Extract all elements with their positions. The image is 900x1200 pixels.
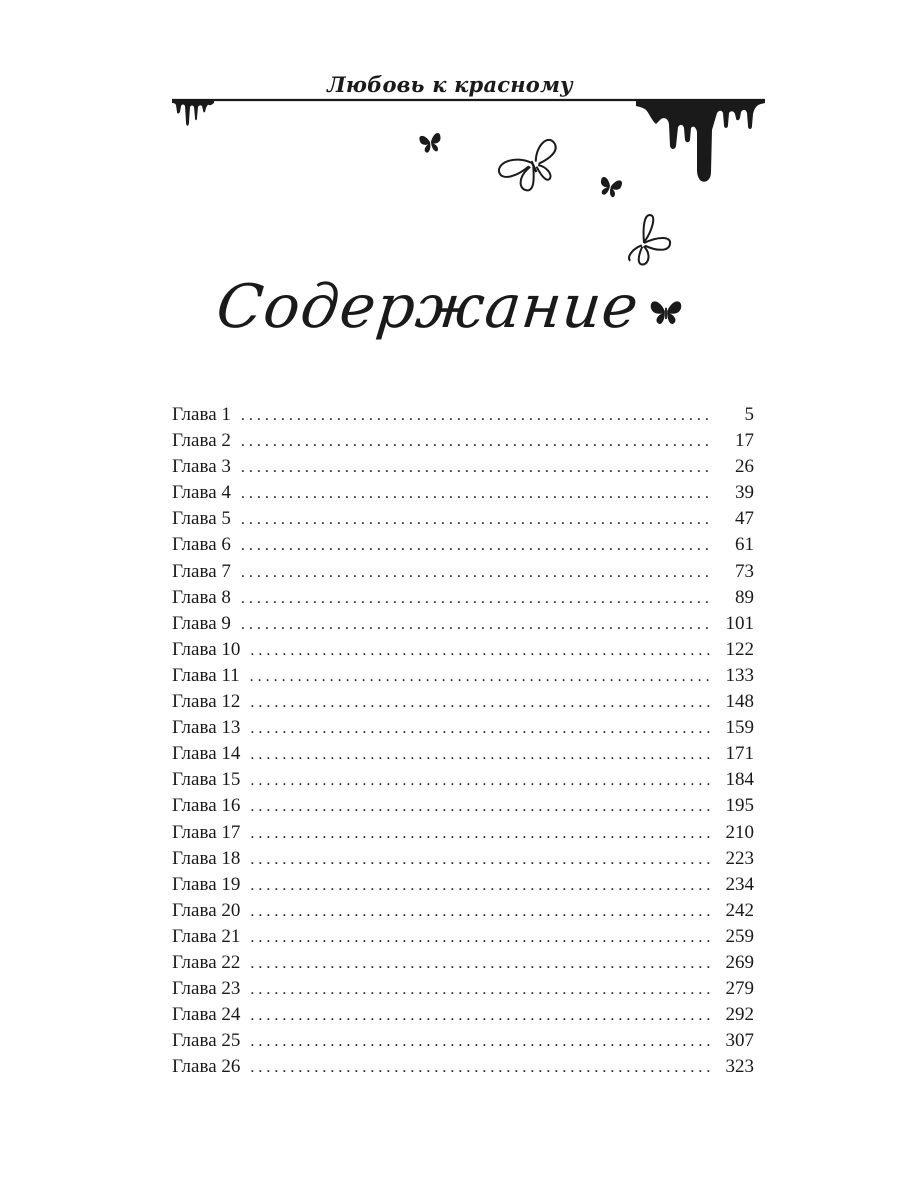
table-of-contents bbox=[172, 402, 754, 1080]
toc-entry-label: Глава 17 bbox=[172, 821, 241, 843]
toc-entry-label: Глава 26 bbox=[172, 1056, 241, 1078]
toc-leader-dots bbox=[250, 899, 710, 925]
toc-entry[interactable] bbox=[172, 1002, 754, 1028]
toc-entry-label: Глава 8 bbox=[172, 586, 231, 608]
toc-entry-page-number: 148 bbox=[725, 691, 754, 713]
toc-entry[interactable] bbox=[172, 559, 754, 585]
toc-leader-dots bbox=[250, 873, 710, 899]
toc-leader-dots bbox=[241, 612, 710, 638]
toc-entry-page-number: 259 bbox=[725, 925, 754, 947]
toc-entry-label: Глава 15 bbox=[172, 769, 241, 791]
paint-drip-left-icon bbox=[172, 99, 214, 126]
toc-leader-dots bbox=[250, 638, 710, 664]
toc-leader-dots bbox=[250, 742, 710, 768]
toc-entry-label: Глава 9 bbox=[172, 612, 231, 634]
toc-entry-label: Глава 23 bbox=[172, 978, 241, 1000]
toc-entry-page-number: 210 bbox=[725, 821, 754, 843]
butterfly-icon bbox=[598, 176, 623, 199]
toc-entry-label: Глава 24 bbox=[172, 1004, 241, 1026]
toc-leader-dots bbox=[250, 1029, 710, 1055]
toc-entry[interactable] bbox=[172, 976, 754, 1002]
toc-entry-label: Глава 2 bbox=[172, 430, 231, 452]
toc-leader-dots bbox=[250, 951, 710, 977]
toc-entry-page-number: 17 bbox=[735, 430, 754, 452]
toc-entry-page-number: 133 bbox=[725, 664, 754, 686]
toc-entry[interactable] bbox=[172, 793, 754, 819]
toc-entry[interactable] bbox=[172, 585, 754, 611]
toc-leader-dots bbox=[250, 664, 710, 690]
toc-leader-dots bbox=[250, 925, 710, 951]
page-header bbox=[0, 0, 900, 200]
toc-leader-dots bbox=[241, 533, 710, 559]
page-title bbox=[0, 272, 900, 342]
toc-leader-dots bbox=[241, 507, 710, 533]
toc-leader-dots bbox=[241, 429, 710, 455]
running-title: Любовь к красному bbox=[327, 72, 573, 97]
toc-entry[interactable] bbox=[172, 741, 754, 767]
header-decoration bbox=[0, 0, 900, 280]
toc-entry-label: Глава 18 bbox=[172, 847, 241, 869]
toc-entry-label: Глава 7 bbox=[172, 560, 231, 582]
toc-entry-label: Глава 10 bbox=[172, 638, 241, 660]
toc-entry-label: Глава 14 bbox=[172, 743, 241, 765]
butterfly-icon bbox=[627, 214, 678, 273]
toc-entry[interactable] bbox=[172, 428, 754, 454]
toc-leader-dots bbox=[241, 455, 710, 481]
toc-entry[interactable] bbox=[172, 637, 754, 663]
toc-entry-label: Глава 22 bbox=[172, 951, 241, 973]
toc-leader-dots bbox=[250, 1055, 710, 1081]
toc-entry-page-number: 323 bbox=[725, 1056, 754, 1078]
toc-entry[interactable] bbox=[172, 689, 754, 715]
toc-entry-label: Глава 5 bbox=[172, 508, 231, 530]
toc-entry[interactable] bbox=[172, 506, 754, 532]
toc-entry-page-number: 292 bbox=[725, 1004, 754, 1026]
toc-entry-page-number: 47 bbox=[735, 508, 754, 530]
toc-entry-page-number: 159 bbox=[725, 717, 754, 739]
toc-entry-label: Глава 12 bbox=[172, 691, 241, 713]
toc-entry-label: Глава 25 bbox=[172, 1030, 241, 1052]
toc-leader-dots bbox=[250, 821, 710, 847]
toc-entry[interactable] bbox=[172, 480, 754, 506]
toc-entry[interactable] bbox=[172, 715, 754, 741]
toc-entry-label: Глава 13 bbox=[172, 717, 241, 739]
paint-drip-right-icon bbox=[636, 99, 765, 182]
toc-leader-dots bbox=[250, 1003, 710, 1029]
toc-entry-page-number: 61 bbox=[735, 534, 754, 556]
toc-entry-page-number: 307 bbox=[725, 1030, 754, 1052]
toc-entry-page-number: 5 bbox=[744, 404, 754, 425]
toc-entry-label: Глава 21 bbox=[172, 925, 241, 947]
toc-entry[interactable] bbox=[172, 532, 754, 558]
toc-entry[interactable] bbox=[172, 872, 754, 898]
toc-entry-label: Глава 11 bbox=[172, 664, 240, 686]
toc-entry[interactable] bbox=[172, 924, 754, 950]
butterfly-icon bbox=[494, 138, 566, 198]
toc-entry-page-number: 39 bbox=[735, 482, 754, 504]
toc-entry[interactable] bbox=[172, 1028, 754, 1054]
toc-entry-page-number: 223 bbox=[725, 847, 754, 869]
toc-entry-page-number: 26 bbox=[735, 456, 754, 478]
toc-leader-dots bbox=[241, 481, 710, 507]
page-title-text: Содержание bbox=[213, 272, 643, 342]
toc-leader-dots bbox=[250, 690, 710, 716]
toc-entry[interactable] bbox=[172, 950, 754, 976]
toc-entry[interactable] bbox=[172, 402, 754, 428]
toc-entry-page-number: 171 bbox=[725, 743, 754, 765]
toc-leader-dots bbox=[250, 847, 710, 873]
toc-leader-dots bbox=[250, 794, 710, 820]
toc-entry-label: Глава 16 bbox=[172, 795, 241, 817]
toc-entry-label: Глава 4 bbox=[172, 482, 231, 504]
toc-entry[interactable] bbox=[172, 820, 754, 846]
toc-entry-page-number: 101 bbox=[725, 612, 754, 634]
toc-entry-page-number: 234 bbox=[725, 873, 754, 895]
toc-entry[interactable] bbox=[172, 1054, 754, 1080]
toc-entry-label: Глава 3 bbox=[172, 456, 231, 478]
toc-leader-dots bbox=[241, 586, 710, 612]
toc-entry[interactable] bbox=[172, 898, 754, 924]
toc-entry-label: Глава 20 bbox=[172, 899, 241, 921]
toc-entry-page-number: 122 bbox=[725, 638, 754, 660]
toc-entry[interactable] bbox=[172, 454, 754, 480]
toc-leader-dots bbox=[250, 768, 710, 794]
toc-entry-page-number: 242 bbox=[725, 899, 754, 921]
toc-entry[interactable] bbox=[172, 663, 754, 689]
toc-entry[interactable] bbox=[172, 611, 754, 637]
toc-entry-label: Глава 19 bbox=[172, 873, 241, 895]
toc-entry-page-number: 279 bbox=[725, 978, 754, 1000]
toc-entry-page-number: 89 bbox=[735, 586, 754, 608]
toc-entry-label: Глава 6 bbox=[172, 534, 231, 556]
toc-entry-label: Глава 1 bbox=[172, 404, 231, 425]
toc-leader-dots bbox=[250, 716, 710, 742]
toc-leader-dots bbox=[241, 560, 710, 586]
butterfly-icon bbox=[649, 297, 683, 325]
toc-leader-dots bbox=[241, 403, 710, 429]
toc-entry-page-number: 269 bbox=[725, 951, 754, 973]
toc-entry[interactable] bbox=[172, 846, 754, 872]
toc-leader-dots bbox=[250, 977, 710, 1003]
toc-entry-page-number: 195 bbox=[725, 795, 754, 817]
toc-entry-page-number: 73 bbox=[735, 560, 754, 582]
butterfly-icon bbox=[419, 133, 442, 154]
toc-entry[interactable] bbox=[172, 767, 754, 793]
toc-entry-page-number: 184 bbox=[725, 769, 754, 791]
